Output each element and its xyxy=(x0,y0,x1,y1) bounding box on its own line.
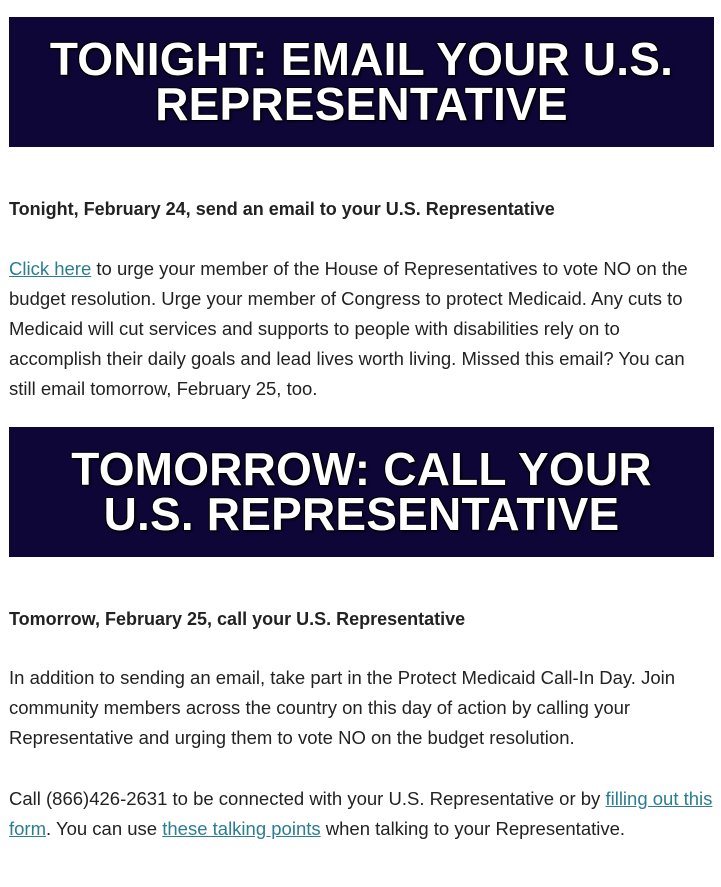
talking-points-link[interactable]: these talking points xyxy=(162,818,321,839)
call-banner xyxy=(9,427,714,557)
filling-out-form-link[interactable]: filling out this form xyxy=(9,788,713,839)
call-banner-line-1: TOMORROW: CALL YOUR xyxy=(71,443,652,495)
call-subheading: Tomorrow, February 25, call your U.S. Representative xyxy=(9,609,466,629)
call-instructions-text-3: when talking to your Representative. xyxy=(320,818,626,839)
email-banner-line-1: TONIGHT: EMAIL YOUR U.S. xyxy=(49,33,674,85)
email-banner-line-2: REPRESENTATIVE xyxy=(155,78,568,130)
call-in-day-paragraph: In addition to sending an email, take part in the Protect Medicaid Call-In Day. Join community members across the country on this day of action by calling your Representative and urging them to vote NO on the budget resolution. xyxy=(9,667,676,748)
email-banner-heading xyxy=(49,33,674,130)
call-instructions-text-2: . You can use xyxy=(46,818,163,839)
click-here-link[interactable]: Click here xyxy=(9,258,92,279)
call-banner-heading xyxy=(71,443,652,540)
email-paragraph xyxy=(9,254,715,404)
call-instructions-text-1: Call (866)426-2631 to be connected with your U.S. Representative or by xyxy=(9,788,606,809)
call-instructions-paragraph xyxy=(9,784,715,844)
email-subheading: Tonight, February 24, send an email to your U.S. Representative xyxy=(9,199,555,219)
email-paragraph-text: to urge your member of the House of Representatives to vote NO on the budget resolution. Urge your member of Congress to protect Medicaid. Any cuts to Medicaid will cut services and supports to people with disabilities rely on to accomplish their daily goals and lead lives worth living. Missed this email? You can still email tomorrow, February 25, too. xyxy=(9,258,688,399)
call-banner-line-2: U.S. REPRESENTATIVE xyxy=(103,488,620,540)
email-banner xyxy=(9,17,714,147)
